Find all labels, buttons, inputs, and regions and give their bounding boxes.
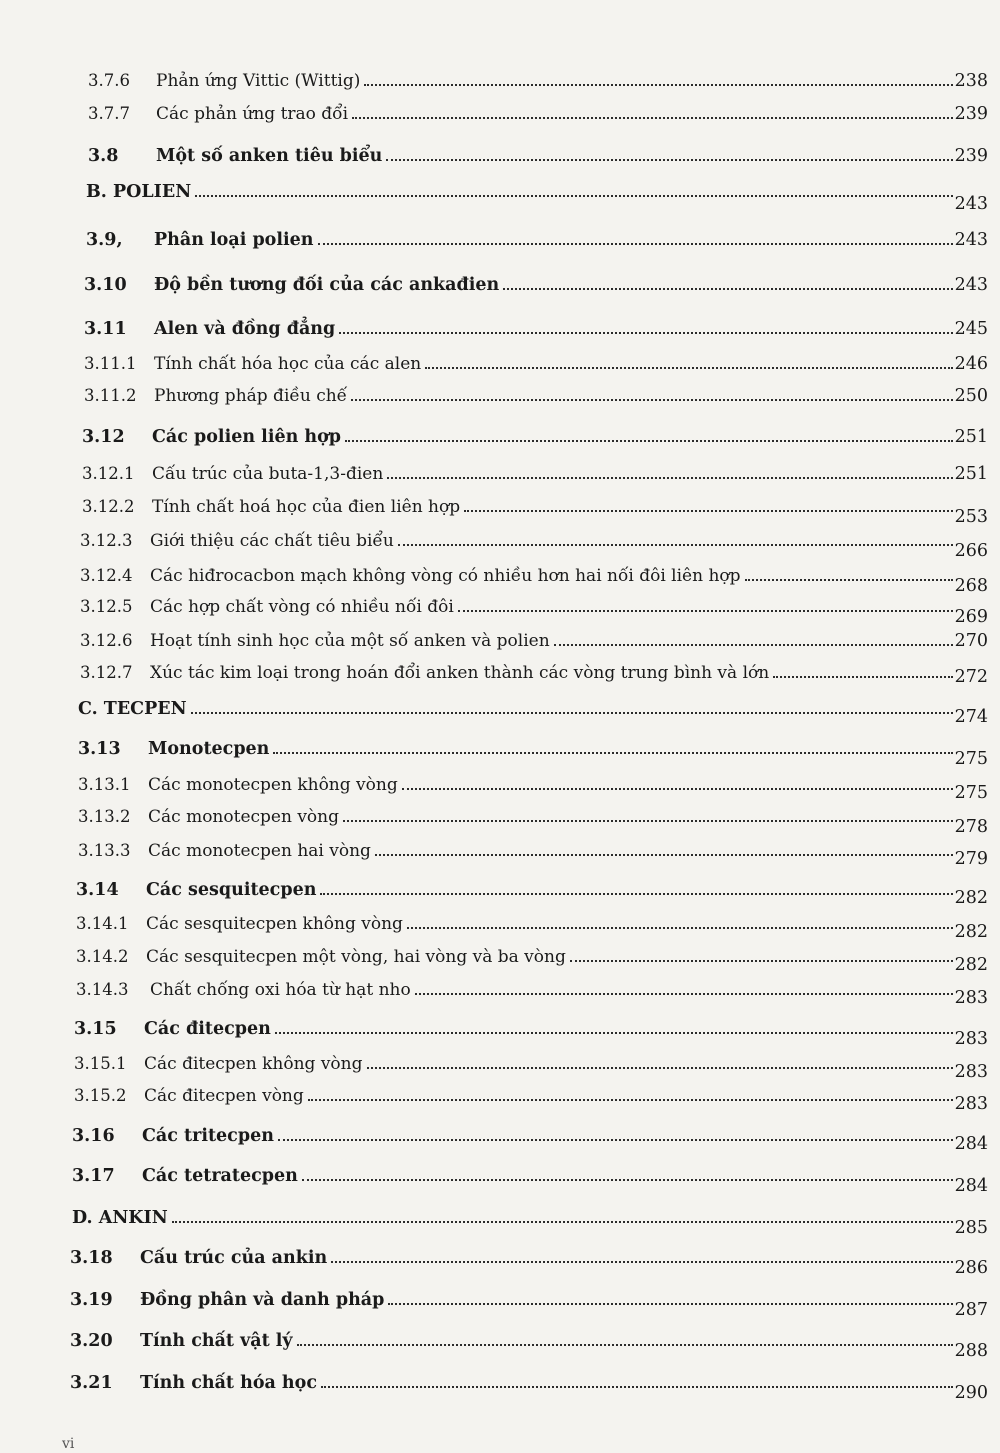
toc-entry[interactable] [80,630,988,652]
toc-leader-dots [308,1099,953,1101]
toc-entry-title: Các tetratecpen [142,1166,298,1186]
toc-leader-dots [398,544,953,546]
toc-entry-title: Các sesquitecpen [146,880,317,900]
toc-entry-title: Tính chất hóa học của các alen [154,354,422,374]
toc-entry-number: 3.13 [78,739,121,759]
toc-entry[interactable] [76,913,988,942]
toc-leader-dots [321,1386,953,1388]
toc-leader-dots [415,993,953,995]
toc-leader-dots [375,854,953,856]
toc-entry-title: Các monotecpen vòng [148,807,339,827]
toc-entry-number: 3.10 [84,275,127,295]
toc-entry-title: Chất chống oxi hóa từ hạt nho [150,980,411,1000]
toc-entry[interactable] [70,1247,988,1278]
toc-entry-title: Phương pháp điều chế [154,386,348,406]
toc-leader-dots [364,84,952,86]
toc-entry-page: 288 [954,1341,988,1361]
toc-entry[interactable] [78,774,988,803]
toc-entry-page: 250 [954,386,988,406]
toc-entry-number: 3.12.6 [80,631,133,650]
toc-entry-page: 243 [954,194,988,214]
toc-entry-page: 246 [954,354,988,374]
toc-entry[interactable] [76,979,988,1008]
toc-entry[interactable] [88,70,988,92]
toc-entry-page: 282 [954,922,988,942]
toc-entry-title: Tính chất hoá học của đien liên hợp [152,497,461,517]
toc-entry-number: 3.12.2 [82,497,135,516]
toc-entry-number: 3.14.2 [76,947,129,966]
toc-entry-page: 272 [954,667,988,687]
toc-leader-dots [191,712,953,714]
toc-entry-number: 3.12.4 [80,566,133,585]
toc-entry-number: 3.12.1 [82,464,135,483]
toc-leader-dots [331,1261,952,1263]
toc-leader-dots [172,1221,953,1223]
toc-entry-title: Cấu trúc của buta-1,3-đien [152,464,384,484]
toc-entry-title: Alen và đồng đẳng [154,319,336,339]
toc-entry-title: Các phản ứng trao đổi [156,104,349,124]
toc-entry[interactable] [72,1125,988,1154]
toc-leader-dots [464,510,952,512]
toc-leader-dots [351,399,952,401]
toc-entry-title: Một số anken tiêu biểu [156,146,383,166]
toc-entry-page: 284 [954,1176,988,1196]
toc-entry-title: Các hiđrocacbon mạch không vòng có nhiều hơn hai nối đôi liên hợp [150,566,741,586]
toc-entry-page: 283 [954,1029,988,1049]
toc-leader-dots [278,1139,953,1141]
toc-entry-page: 275 [954,749,988,769]
toc-entry[interactable] [88,103,988,125]
toc-entry[interactable] [70,1289,988,1320]
toc-leader-dots [320,893,952,895]
toc-entry-page: 283 [954,988,988,1008]
toc-entry-page: 286 [954,1258,988,1278]
toc-leader-dots [273,752,952,754]
toc-leader-dots [458,610,953,612]
toc-entry[interactable] [84,274,988,296]
toc-entry-title: Phản ứng Vittic (Wittig) [156,71,361,91]
toc-entry-number: 3.13.2 [78,807,131,826]
toc-entry-number: 3.14.1 [76,914,129,933]
toc-entry[interactable] [74,1053,988,1082]
toc-entry[interactable] [70,1330,988,1361]
toc-entry-title: B. POLIEN [86,182,192,202]
toc-entry-number: 3.21 [70,1373,113,1393]
toc-entry-page: 251 [954,427,988,447]
toc-entry-title: D. ANKIN [72,1208,168,1228]
toc-entry-page: 270 [954,631,988,651]
toc-entry-title: Hoạt tính sinh học của một số anken và polien [150,631,550,651]
toc-entry-title: Độ bền tương đối của các ankađien [154,275,500,295]
toc-entry-title: Xúc tác kim loại trong hoán đổi anken thành các vòng trung bình và lớn [150,663,770,683]
toc-entry[interactable] [86,229,988,251]
toc-entry-title: Tính chất hóa học [140,1373,317,1393]
toc-entry-number: 3.11.2 [84,386,137,405]
toc-leader-dots [318,243,953,245]
toc-entry-number: 3.15.2 [74,1086,127,1105]
toc-entry-page: 283 [954,1094,988,1114]
toc-leader-dots [407,927,953,929]
toc-entry-title: Các hợp chất vòng có nhiều nối đôi [150,597,454,617]
toc-entry-number: 3.7.7 [88,104,130,123]
toc-entry-title: Các monotecpen hai vòng [148,841,371,861]
toc-entry-page: 290 [954,1383,988,1403]
toc-entry-page: 239 [954,104,988,124]
toc-leader-dots [402,788,953,790]
toc-part-heading[interactable] [78,698,988,727]
toc-leader-dots [387,477,952,479]
toc-entry[interactable] [80,662,988,687]
toc-entry-page: 245 [954,319,988,339]
toc-entry[interactable] [74,1018,988,1049]
toc-entry[interactable] [82,496,988,527]
toc-leader-dots [352,117,953,119]
toc-entry-page: 284 [954,1134,988,1154]
toc-entry-title: Phân loại polien [154,230,314,250]
toc-entry[interactable] [76,879,988,908]
toc-leader-dots [773,676,952,678]
toc-part-heading[interactable] [72,1207,988,1238]
toc-leader-dots [343,820,953,822]
toc-entry-title: Các đitecpen không vòng [144,1054,363,1074]
toc-entry-number: 3.18 [70,1248,113,1268]
toc-leader-dots [570,960,953,962]
toc-entry-title: Giới thiệu các chất tiêu biểu [150,531,394,551]
toc-leader-dots [195,195,952,197]
toc-part-heading[interactable] [86,181,988,214]
toc-leader-dots [745,579,953,581]
toc-entry-page: 285 [954,1218,988,1238]
toc-entry-title: Monotecpen [148,739,270,759]
toc-leader-dots [554,644,953,646]
toc-entry-number: 3.7.6 [88,71,130,90]
toc-entry[interactable] [74,1085,988,1114]
toc-entry[interactable] [80,565,988,596]
toc-entry-number: 3.15 [74,1019,117,1039]
toc-entry-title: Các tritecpen [142,1126,274,1146]
toc-entry-page: 243 [954,230,988,250]
toc-entry-number: 3.16 [72,1126,115,1146]
toc-entry-number: 3.11.1 [84,354,137,373]
toc-entry-number: 3.19 [70,1290,113,1310]
toc-entry-title: Các sesquitecpen không vòng [146,914,403,934]
toc-entry-page: 278 [954,817,988,837]
toc-entry-number: 3.11 [84,319,127,339]
toc-entry-page: 287 [954,1300,988,1320]
toc-entry-number: 3.9, [86,230,123,250]
toc-leader-dots [345,440,953,442]
toc-entry[interactable] [80,596,988,627]
toc-leader-dots [503,288,952,290]
toc-entry-number: 3.12.5 [80,597,133,616]
footer-page-mark: vi [62,1436,75,1452]
toc-entry-title: Các monotecpen không vòng [148,775,398,795]
toc-entry-page: 282 [954,888,988,908]
toc-entry[interactable] [84,353,988,375]
toc-entry[interactable] [76,946,988,975]
toc-entry-title: Các đitecpen [144,1019,271,1039]
toc-leader-dots [297,1344,953,1346]
toc-entry-page: 275 [954,783,988,803]
toc-entry[interactable] [82,463,988,485]
toc-leader-dots [425,367,952,369]
toc-entry-title: Các sesquitecpen một vòng, hai vòng và ba vòng [146,947,566,967]
toc-entry-number: 3.20 [70,1331,113,1351]
toc-leader-dots [386,159,952,161]
toc-entry[interactable] [84,318,988,340]
toc-entry-number: 3.15.1 [74,1054,127,1073]
toc-entry[interactable] [70,1372,988,1403]
toc-entry-page: 266 [954,541,988,561]
toc-entry-page: 269 [954,607,988,627]
toc-entry-number: 3.8 [88,146,119,166]
toc-entry-number: 3.12.3 [80,531,133,550]
toc-entry-page: 274 [954,707,988,727]
toc-entry-title: C. TECPEN [78,699,187,719]
toc-entry-title: Các đitecpen vòng [144,1086,304,1106]
toc-entry[interactable] [78,840,988,869]
toc-leader-dots [339,332,952,334]
toc-entry-page: 268 [954,576,988,596]
toc-entry[interactable] [72,1165,988,1196]
toc-entry-title: Tính chất vật lý [140,1331,293,1351]
toc-entry-number: 3.17 [72,1166,115,1186]
toc-leader-dots [367,1067,953,1069]
toc-entry-page: 239 [954,146,988,166]
toc-entry[interactable] [80,530,988,561]
toc-entry-page: 243 [954,275,988,295]
toc-entry-number: 3.13.1 [78,775,131,794]
toc-entry[interactable] [82,426,988,448]
toc-entry-page: 251 [954,464,988,484]
toc-entry-title: Đồng phân và danh pháp [140,1290,385,1310]
toc-entry-page: 282 [954,955,988,975]
toc-entry-page: 283 [954,1062,988,1082]
toc-entry-page: 279 [954,849,988,869]
toc-entry-title: Các polien liên hợp [152,427,342,447]
toc-entry[interactable] [78,738,988,769]
toc-entry[interactable] [88,145,988,167]
toc-entry-number: 3.12 [82,427,125,447]
toc-entry[interactable] [78,806,988,837]
toc-entry-page: 238 [954,71,988,91]
toc-leader-dots [388,1303,952,1305]
toc-entry-number: 3.14.3 [76,980,129,999]
toc-entry-number: 3.12.7 [80,663,133,682]
toc-leader-dots [275,1032,953,1034]
toc-entry-page: 253 [954,507,988,527]
toc-leader-dots [302,1179,953,1181]
toc-entry-number: 3.14 [76,880,119,900]
toc-entry-number: 3.13.3 [78,841,131,860]
toc-entry-title: Cấu trúc của ankin [140,1248,328,1268]
toc-entry[interactable] [84,385,988,407]
